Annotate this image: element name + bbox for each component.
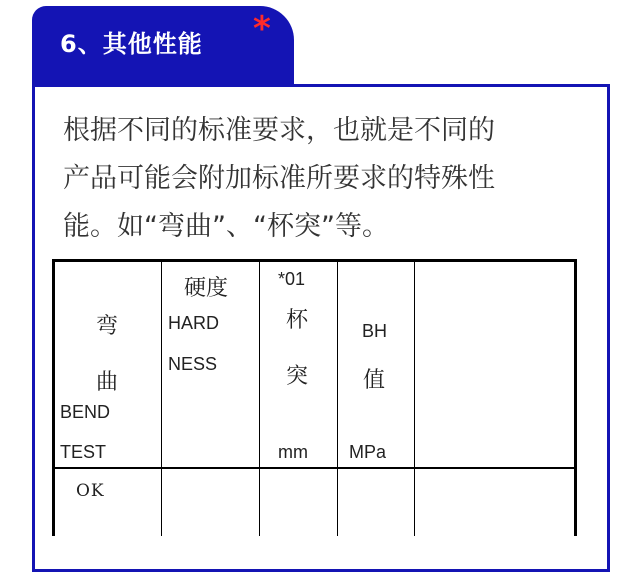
hardness-cjk: 硬度 bbox=[184, 276, 229, 301]
paragraph-line: 根据不同的标准要求，也就是不同的 bbox=[63, 115, 495, 146]
required-star: * bbox=[253, 9, 271, 49]
bend-cjk-bottom: 曲 bbox=[96, 370, 119, 395]
cupping-cjk-top: 杯 bbox=[286, 308, 309, 333]
spec-table bbox=[52, 259, 576, 536]
hardness-en-1: HARD bbox=[168, 313, 220, 333]
bh-cjk: 值 bbox=[363, 368, 386, 393]
description-paragraph bbox=[63, 107, 588, 251]
table-col-divider bbox=[259, 259, 260, 536]
section-tab bbox=[32, 6, 294, 86]
bend-result-value: OK bbox=[76, 481, 105, 501]
table-row-divider bbox=[52, 467, 576, 469]
bend-en-2: TEST bbox=[60, 442, 107, 462]
hardness-en-2: NESS bbox=[168, 354, 218, 374]
cupping-unit: mm bbox=[278, 442, 308, 462]
cupping-prefix: *01 bbox=[278, 269, 306, 289]
content-card bbox=[32, 84, 610, 572]
cupping-cjk-bottom: 突 bbox=[286, 364, 309, 389]
paragraph-line: 产品可能会附加标准所要求的特殊性 bbox=[63, 163, 495, 194]
bh-en: BH bbox=[362, 321, 388, 341]
section-title: 6、其他性能 bbox=[60, 30, 203, 58]
bend-en-1: BEND bbox=[60, 402, 111, 422]
table-right-border bbox=[574, 259, 577, 536]
table-top-border bbox=[52, 259, 576, 262]
table-col-divider bbox=[161, 259, 162, 536]
table-col-divider bbox=[337, 259, 338, 536]
bh-unit: MPa bbox=[349, 442, 387, 462]
paragraph-line: 能。如“弯曲”、“杯突”等。 bbox=[63, 211, 389, 242]
table-col-divider bbox=[414, 259, 415, 536]
bend-cjk-top: 弯 bbox=[96, 314, 119, 339]
table-left-border bbox=[52, 259, 55, 536]
